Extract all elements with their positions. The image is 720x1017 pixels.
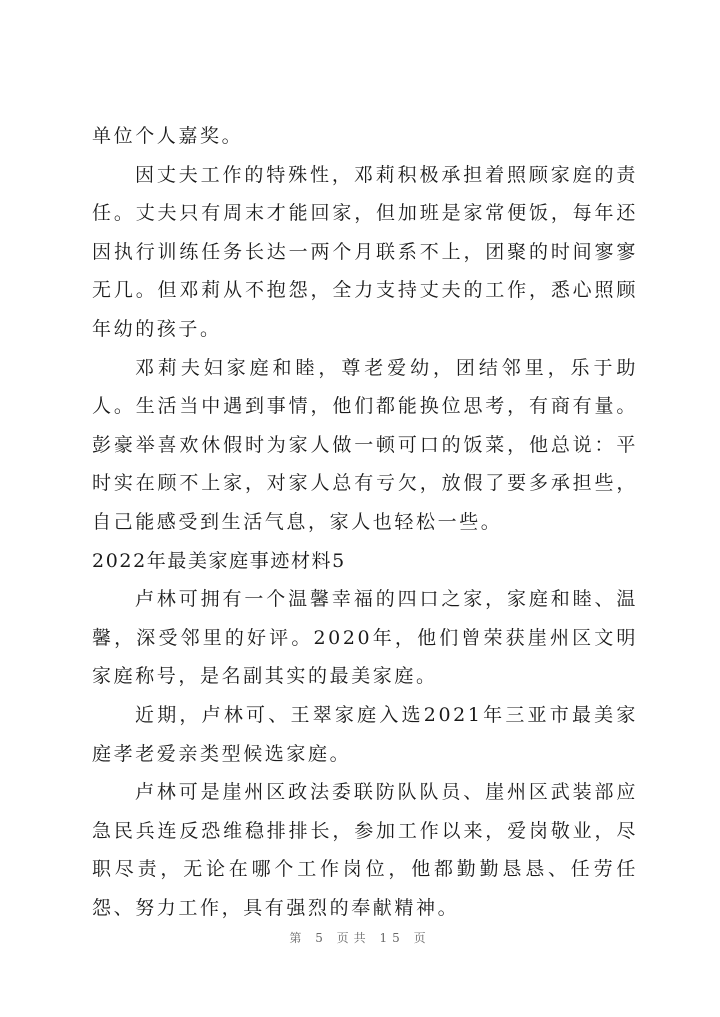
paragraph: 邓莉夫妇家庭和睦，尊老爱幼，团结邻里，乐于助人。生活当中遇到事情，他们都能换位思考，有商有量。彭豪举喜欢休假时为家人做一顿可口的饭菜，他总说：平时实在顾不上家，对家人总有亏欠，放假了要多承担些，自己能感受到生活气息，家人也轻松一些。: [92, 356, 638, 533]
paragraph: 卢林可拥有一个温馨幸福的四口之家，家庭和睦、温馨，深受邻里的好评。2020年，他们曾荣获崖州区文明家庭称号，是名副其实的最美家庭。: [92, 588, 638, 688]
section-heading: 2022年最美家庭事迹材料5: [92, 549, 346, 572]
paragraph: 近期，卢林可、王翠家庭入选2021年三亚市最美家庭孝老爱亲类型候选家庭。: [92, 703, 638, 765]
paragraph: 卢林可是崖州区政法委联防队队员、崖州区武装部应急民兵连反恐维稳排排长，参加工作以来，爱岗敬业，尽职尽责，无论在哪个工作岗位，他都勤勤恳恳、任劳任怨、努力工作，具有强烈的奉献精神。: [92, 781, 638, 919]
document-body: [92, 117, 638, 927]
page-footer: 第 5 页共 15 页: [289, 931, 431, 945]
paragraph-continuation: 单位个人嘉奖。: [92, 125, 244, 147]
paragraph: 因丈夫工作的特殊性，邓莉积极承担着照顾家庭的责任。丈夫只有周末才能回家，但加班是家常便饭，每年还因执行训练任务长达一两个月联系不上，团聚的时间寥寥无几。但邓莉从不抱怨，全力支持丈夫的工作，悉心照顾年幼的孩子。: [92, 163, 638, 340]
